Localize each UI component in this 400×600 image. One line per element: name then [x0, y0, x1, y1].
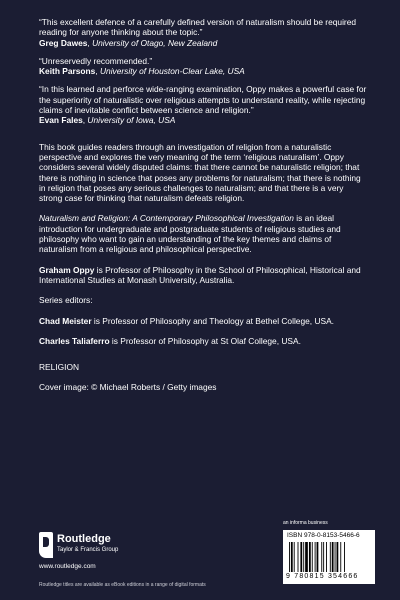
back-cover-text	[39, 17, 369, 393]
editor-name: Chad Meister	[39, 315, 92, 326]
reviewer-affiliation: University of Otago, New Zealand	[92, 37, 218, 48]
author-bio-text: is Professor of Philosophy in the School of Philosophical, Historical and International Studies at Monash University, Australia.	[39, 264, 361, 285]
barcode-panel	[283, 530, 375, 584]
cover-credit: Cover image: © Michael Roberts / Getty images	[39, 382, 217, 393]
review-quote: “This excellent defence of a carefully defined version of naturalism should be required reading for anyone thinking about the topic.”	[39, 17, 357, 38]
cover-footer	[39, 520, 374, 590]
barcode-digits: 9 780815 354666	[286, 573, 359, 580]
review-3: “In this learned and perforce wide-ranging examination, Oppy makes a powerful case for the superiority of naturalistic over religious attempts to understand reality, while rejecting claims of inevitable conflict between science and religion.” Evan Fales, University of Iowa, USA	[39, 84, 369, 125]
review-quote: “In this learned and perforce wide-ranging examination, Oppy makes a powerful case for the superiority of naturalistic over religious attempts to understand reality, while rejecting claims of inevitable conflict between science and religion.”	[39, 84, 367, 116]
category-label: RELIGION	[39, 362, 80, 373]
ebook-note: Routledge titles are available as eBook editions in a range of digital formats	[39, 582, 206, 588]
book-description: This book guides readers through an investigation of religion from a naturalistic perspective and explores the very meaning of the term ‘religious naturalism’. Oppy considers several widely disputed claims: that there cannot be naturalistic religion; that there is nothing in science that poses any problems for naturalism; that there is nothing in religion that poses any serious challenges to naturalism; and that there is a very strong case for thinking that naturalism defeats religion.	[39, 141, 361, 204]
review-1: “This excellent defence of a carefully defined version of naturalism should be required reading for anyone thinking about the topic.” Greg Dawes, University of Otago, New Zealand	[39, 17, 369, 48]
reviewer-name: Evan Fales	[39, 115, 83, 126]
series-label: Series editors:	[39, 295, 93, 306]
reviewer-name: Keith Parsons	[39, 66, 96, 77]
publisher-name: Routledge	[57, 533, 111, 545]
parent-company: an informa business	[283, 520, 328, 526]
isbn-text: ISBN 978-0-8153-5466-6	[287, 532, 360, 539]
reviewer-affiliation: University of Iowa, USA	[87, 115, 176, 126]
editor-bio: is Professor of Philosophy at St Olaf College, USA.	[109, 335, 301, 346]
intro-text: is an ideal introduction for undergraduate and postgraduate students of religious studies and philosophy who want to gain an understanding of the key themes and claims of naturalism from a religious and philosophical perspective.	[39, 213, 341, 255]
author-bio	[39, 265, 369, 286]
book-title: Naturalism and Religion: A Contemporary Philosophical Investigation	[39, 213, 294, 224]
review-2: “Unreservedly recommended.” Keith Parsons, University of Houston-Clear Lake, USA	[39, 56, 369, 77]
reviewer-affiliation: University of Houston-Clear Lake, USA	[99, 66, 245, 77]
editor-bio: is Professor of Philosophy and Theology at Bethel College, USA.	[91, 315, 334, 326]
reviewer-name: Greg Dawes	[39, 37, 88, 48]
review-quote: “Unreservedly recommended.”	[39, 55, 153, 66]
editor-1	[39, 316, 369, 326]
publisher-subtitle: Taylor & Francis Group	[57, 547, 119, 553]
routledge-logo-icon	[39, 532, 53, 558]
author-name: Graham Oppy	[39, 264, 95, 275]
barcode-icon	[289, 542, 369, 572]
publisher-url: www.routledge.com	[39, 563, 96, 570]
book-intro	[39, 213, 369, 254]
editor-2	[39, 336, 369, 346]
editor-name: Charles Taliaferro	[39, 335, 110, 346]
